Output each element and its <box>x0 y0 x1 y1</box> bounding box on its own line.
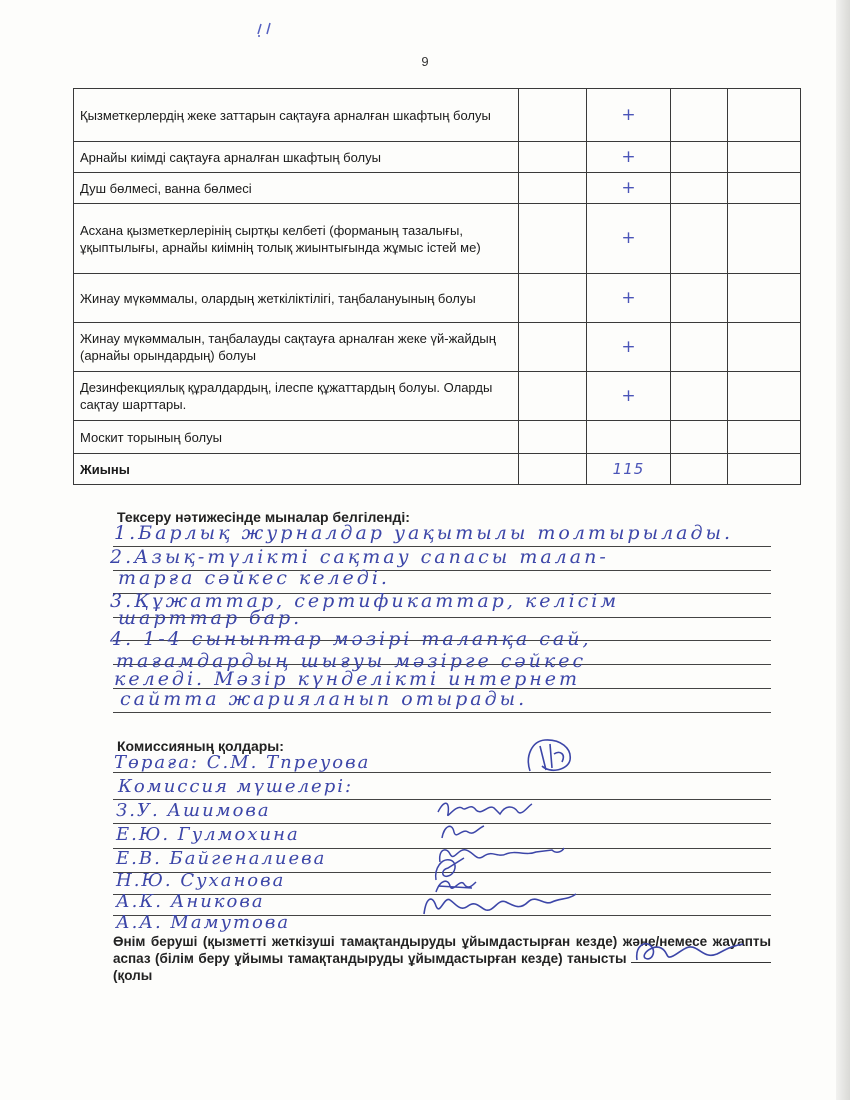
criterion-cell: Қызметкерлердің жеке заттарын сақтауға арналған шкафтың болуы <box>74 89 519 142</box>
finding-line: келеді. Мәзір күнделікті интернет <box>114 668 581 690</box>
finding-line: тағамдардың шығуы мәзірге сәйкес <box>116 650 587 672</box>
commission-line: Н.Ю. Суханова <box>116 870 286 891</box>
chair-signature <box>520 736 580 776</box>
check-mark: + <box>621 104 636 125</box>
table-total-row <box>74 454 801 485</box>
total-value: 115 <box>612 459 645 478</box>
scan-edge-shadow <box>836 0 850 1100</box>
check-mark: + <box>621 287 636 308</box>
criterion-cell: Арнайы киімді сақтауға арналған шкафтың болуы <box>74 142 519 173</box>
criterion-cell: Душ бөлмесі, ванна бөлмесі <box>74 173 519 204</box>
ink-smudge-mark <box>255 20 277 38</box>
acknowledgement-main: Өнім беруші (қызметті жеткізуші тамақтандыруды ұйымдастырған кезде) және/немесе жауапты аспаз (білім беру ұйымы тамақтандыруды ұйымдастырған кезде) танысты <box>113 934 771 966</box>
finding-line: 4. 1-4 сыныптар мәзірі талапқа сай, <box>110 628 592 650</box>
commission-line: А.К. Аникова <box>116 891 265 912</box>
criterion-cell: Асхана қызметкерлерінің сыртқы келбеті (форманың тазалығы, ұқыптылығы, арнайы киімнің толық жиынтығында жұмыс істей ме) <box>74 204 519 274</box>
criterion-cell: Москит торының болуы <box>74 421 519 454</box>
finding-line: 2.Азық-түлікті сақтау сапасы талап- <box>110 546 609 568</box>
check-mark: + <box>621 385 636 406</box>
commission-line: Комиссия мүшелері: <box>118 776 354 797</box>
table-row <box>74 204 801 274</box>
acknowledgement-text <box>113 933 771 984</box>
table-row <box>74 421 801 454</box>
finding-line: 1.Барлық журналдар уақытылы толтырылады. <box>114 522 734 544</box>
table-row <box>74 89 801 142</box>
page-number: 9 <box>421 54 429 69</box>
finding-line: 3.Құжаттар, сертификаттар, келісім <box>110 590 620 612</box>
criterion-cell: Жинау мүкәммалын, таңбалауды сақтауға арналған жеке үй-жайдың (арнайы орындардың) болуы <box>74 323 519 372</box>
commission-heading: Комиссияның қолдары: <box>117 738 284 754</box>
commission-line: Е.В. Байгеналиева <box>116 848 327 869</box>
findings-heading: Тексеру нәтижесінде мыналар белгіленді: <box>117 509 410 525</box>
check-mark: + <box>621 336 636 357</box>
acknowledgement-signature <box>631 936 751 966</box>
check-mark: + <box>621 177 636 198</box>
commission-line: А.А. Мамутова <box>116 912 291 933</box>
commission-line: З.У. Ашимова <box>116 800 271 821</box>
total-label: Жиыны <box>74 454 519 485</box>
table-row <box>74 142 801 173</box>
table-row <box>74 173 801 204</box>
acknowledgement-signature-label: (қолы <box>113 968 153 983</box>
criterion-cell: Дезинфекциялық құралдардың, ілеспе құжаттардың болуы. Оларды сақтау шарттары. <box>74 372 519 421</box>
checklist-table <box>73 88 801 485</box>
member-signature <box>420 888 580 920</box>
table-row <box>74 323 801 372</box>
finding-line: сайтта жарияланып отырады. <box>120 688 528 710</box>
finding-line: шарттар бар. <box>118 607 303 629</box>
check-mark: + <box>621 228 636 248</box>
finding-line: тарға сәйкес келеді. <box>118 567 390 589</box>
commission-line: Төраға: С.М. Тпреуова <box>114 752 371 773</box>
criterion-cell: Жинау мүкәммалы, олардың жеткіліктілігі, таңбалануының болуы <box>74 274 519 323</box>
acknowledgement-signature-line <box>631 950 771 963</box>
table-row <box>74 372 801 421</box>
commission-line: Е.Ю. Гулмохина <box>116 824 300 845</box>
rule-line <box>113 712 771 713</box>
check-mark: + <box>621 146 636 167</box>
table-row <box>74 274 801 323</box>
